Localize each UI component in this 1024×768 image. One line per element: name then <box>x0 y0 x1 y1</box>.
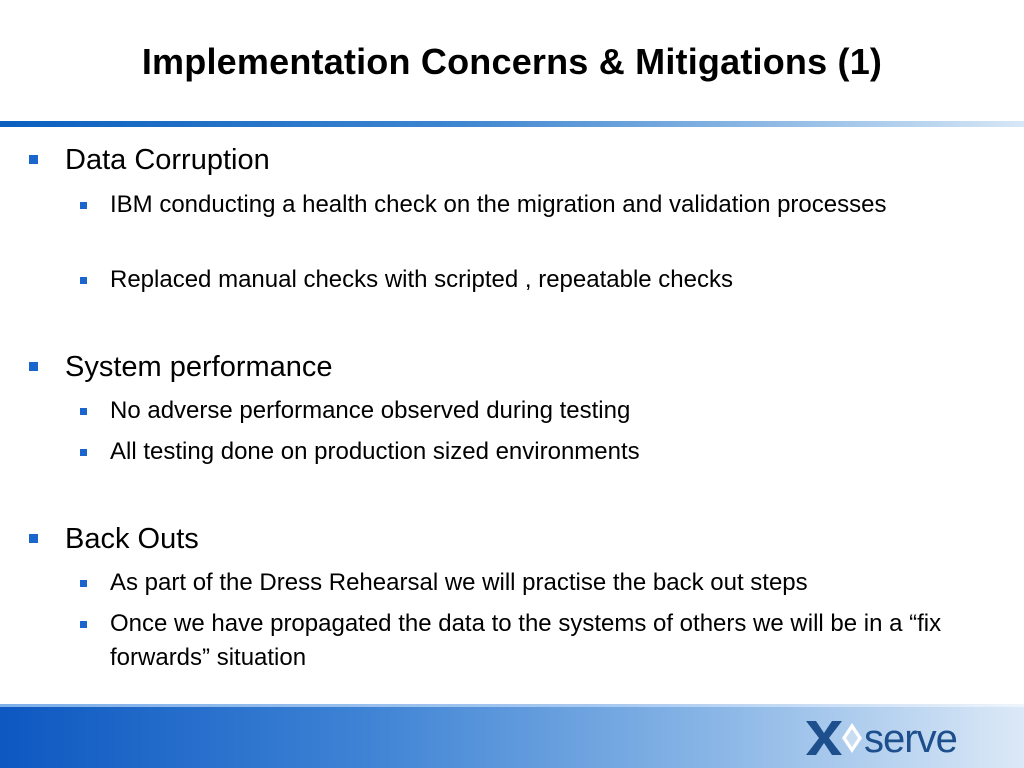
bullet-text: As part of the Dress Rehearsal we will practise the back out steps <box>110 569 808 596</box>
logo-wordmark: serve <box>864 717 957 761</box>
section-heading: System performance <box>65 351 333 383</box>
xoserve-logo <box>804 711 1014 761</box>
slide-title: Implementation Concerns & Mitigations (1) <box>141 41 883 82</box>
bullet-marker-icon <box>80 408 87 415</box>
bullet-marker-icon <box>80 277 87 284</box>
section-heading: Data Corruption <box>65 144 270 176</box>
bullet-text: All testing done on production sized environments <box>110 438 640 465</box>
bullet-text: Once we have propagated the data to the systems of others we will be in a “fix forwards” situation <box>110 610 942 671</box>
bullet-text: No adverse performance observed during testing <box>110 397 631 424</box>
bullet-marker-icon <box>29 362 38 371</box>
bullet-marker-icon <box>80 449 87 456</box>
bullet-marker-icon <box>29 155 38 164</box>
bullet-text: Replaced manual checks with scripted , repeatable checks <box>110 266 733 293</box>
bullet-marker-icon <box>80 580 87 587</box>
logo-x-mark <box>806 721 842 755</box>
footer-rule <box>0 704 1024 707</box>
bullet-marker-icon <box>29 534 38 543</box>
section-heading: Back Outs <box>65 523 199 555</box>
logo-diamond-mark <box>842 723 862 753</box>
bullet-marker-icon <box>80 621 87 628</box>
bullet-marker-icon <box>80 202 87 209</box>
bullet-text: IBM conducting a health check on the migration and validation processes <box>110 191 887 218</box>
